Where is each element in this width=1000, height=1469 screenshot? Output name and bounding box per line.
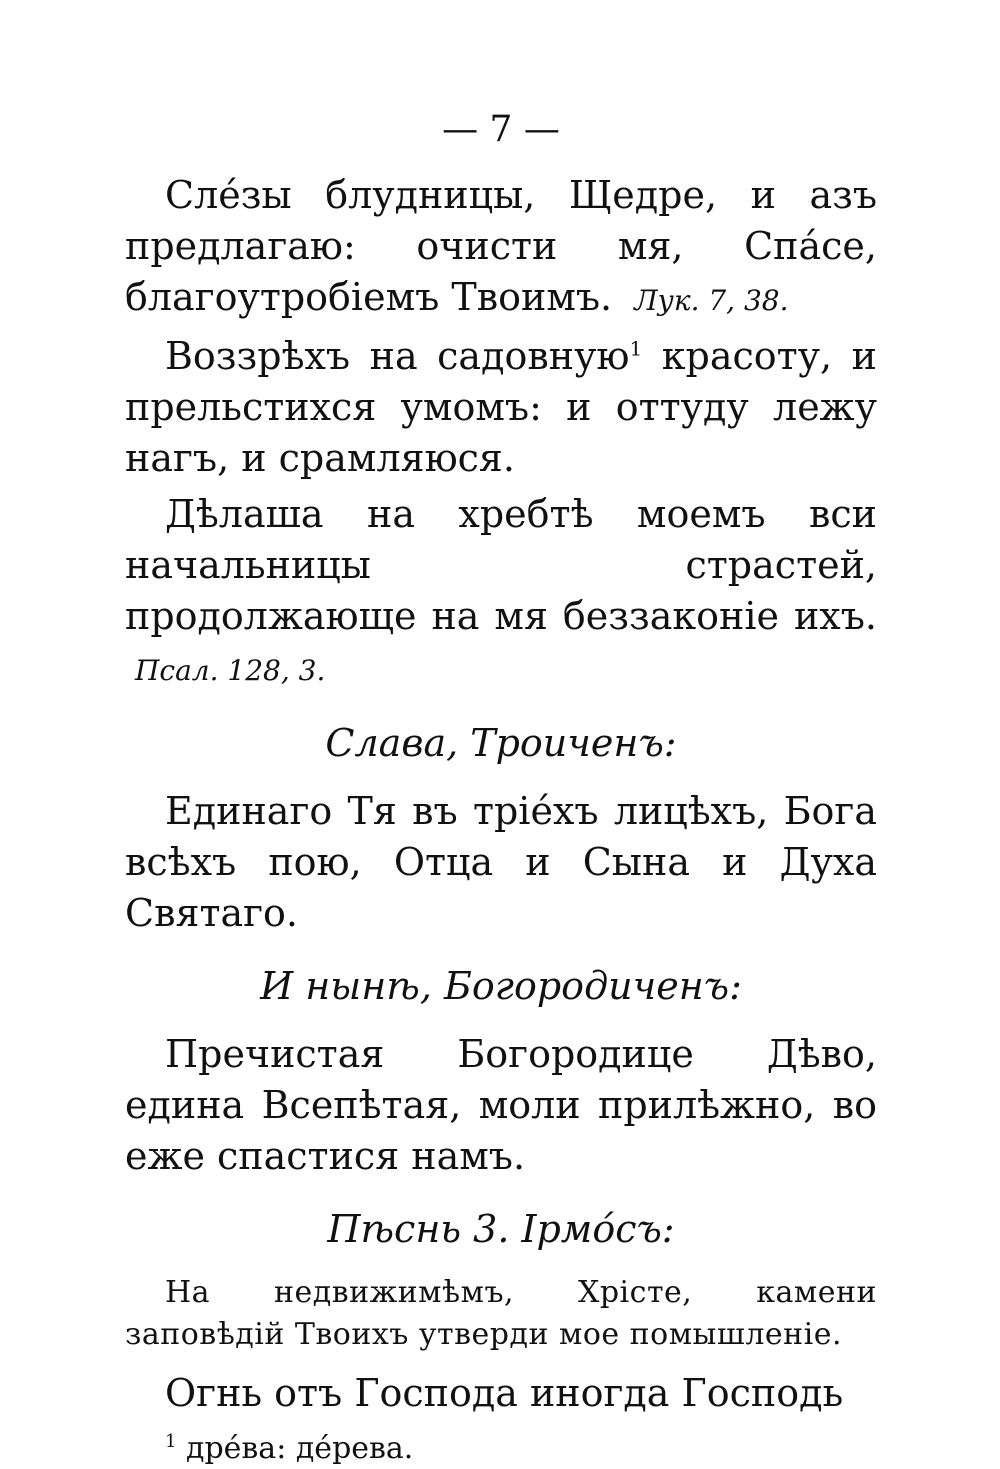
paragraph-bogorodichen: Пречистая Богородице Дѣво, едина Всепѣтая, моли прилѣжно, во еже спастися намъ. xyxy=(125,1032,877,1178)
paragraph-2-text-start: Воззрѣхъ на садовную xyxy=(165,334,630,378)
paragraph-3 xyxy=(125,489,877,696)
heading-bogorodichen: И нынѣ, Богородиченъ: xyxy=(260,964,742,1008)
footnote-number: 1 xyxy=(165,1431,177,1452)
paragraph-2-text-end: красоту, и прельстихся умомъ: и оттуду лежу нагъ, и срамляюся. xyxy=(125,334,877,480)
page-number: — 7 — xyxy=(442,109,560,150)
footnote-marker: 1 xyxy=(629,336,643,361)
page-body xyxy=(125,100,877,1469)
scripture-reference: Псал. 128, 3. xyxy=(135,654,326,687)
last-line: Огнь отъ Господа иногда Господь xyxy=(165,1371,844,1415)
footnote-text: дре́ва: де́рева. xyxy=(176,1431,414,1466)
footnote xyxy=(125,1429,877,1469)
heading-troichen: Слава, Троиченъ: xyxy=(325,721,677,765)
paragraph-3-text: Дѣлаша на хребтѣ моемъ вси начальницы страстей, продолжающе на мя беззаконіе ихъ. xyxy=(125,492,877,638)
paragraph-troichen: Единаго Тя въ тріе́хъ лицѣхъ, Бога всѣхъ пою, Отца и Сына и Духа Святаго. xyxy=(125,789,877,935)
heading-pesn: Пѣснь 3. Ірмо́съ: xyxy=(327,1207,675,1251)
scripture-reference: Лук. 7, 38. xyxy=(634,284,789,317)
paragraph-1 xyxy=(125,170,877,326)
paragraph-2 xyxy=(125,331,877,484)
paragraph-1-text: Сле́зы блудницы, Щедре, и азъ предлагаю: очисти мя, Спа́се, благоутробіемъ Твоимъ. xyxy=(125,173,877,319)
irmos-text: На недвижимѣмъ, Хрісте, камени заповѣдій Твоихъ утверди мое помышленіе. xyxy=(125,1275,877,1352)
